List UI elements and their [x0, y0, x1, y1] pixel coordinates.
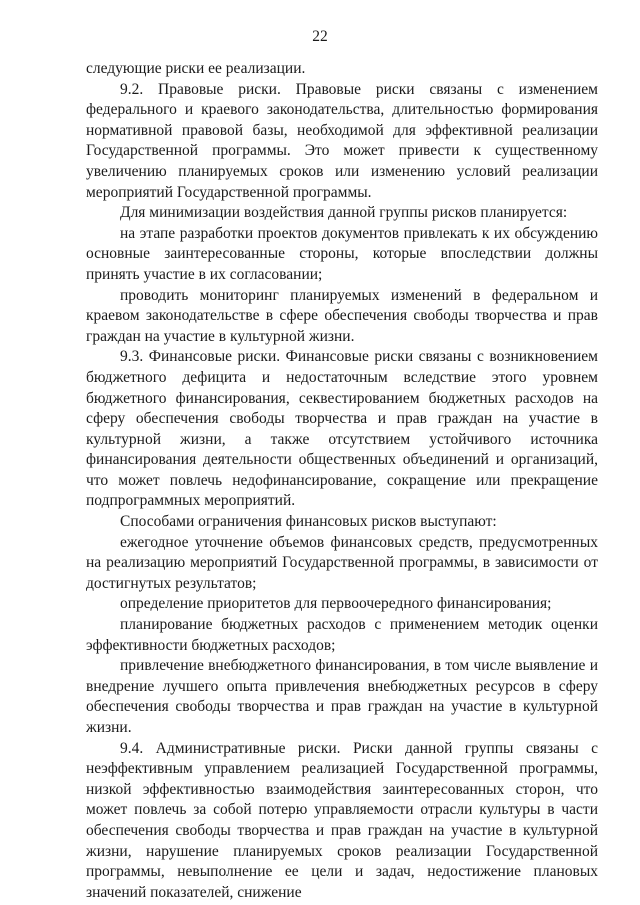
document-body — [86, 59, 598, 903]
paragraph-legal-mitigation-item: проводить мониторинг планируемых изменений в федеральном и краевом законодательстве в сфере обеспечения свободы творчества и прав граждан на участие в культурной жизни. — [86, 286, 598, 345]
page-number: 22 — [312, 28, 328, 45]
paragraph-administrative-risks: 9.4. Административные риски. Риски данной группы связаны с неэффективным управлением реализацией Государственной программы, низкой эффективностью взаимодействия заинтересованных сторон, что может повлечь за собой потерю управляемости отрасли культуры в части обеспечения свободы творчества и прав граждан на участие в культурной жизни, нарушение планируемых сроков реализации Государственной программы, невыполнение ее цели и задач, недостижение плановых значений показателей, снижение — [86, 739, 598, 901]
paragraph-legal-mitigation-item: на этапе разработки проектов документов привлекать к их обсуждению основные заинтересованные стороны, которые впоследствии должны принять участие в их согласовании; — [86, 224, 598, 283]
paragraph-financial-mitigation-item: привлечение внебюджетного финансирования, в том числе выявление и внедрение лучшего опыта привлечения внебюджетных ресурсов в сферу обеспечения свободы творчества и прав граждан на участие в культурной жизни. — [86, 657, 598, 736]
paragraph-legal-risks: 9.2. Правовые риски. Правовые риски связаны с изменением федерального и краевого законодательства, длительностью формирования нормативной правовой базы, необходимой для эффективной реализации Государственной программы. Это может привести к существенному увеличению планируемых сроков или изменению условий реализации мероприятий Государственной программы. — [86, 80, 598, 201]
paragraph-financial-mitigation-intro: Способами ограничения финансовых рисков выступают: — [120, 513, 497, 531]
paragraph-legal-mitigation-intro: Для минимизации воздействия данной группы рисков планируется: — [120, 204, 568, 222]
paragraph-financial-risks: 9.3. Финансовые риски. Финансовые риски связаны с возникновением бюджетного дефицита и недостаточным вследствие этого уровнем бюджетного финансирования, секвестированием бюджетных расходов на сферу обеспечения свободы творчества и прав граждан на участие в культурной жизни, а также отсутствием устойчивого источника финансирования деятельности общественных объединений и организаций, что может повлечь недофинансирование, сокращение или прекращение подпрограммных мероприятий. — [86, 348, 598, 510]
paragraph-financial-mitigation-item: планирование бюджетных расходов с применением методик оценки эффективности бюджетных расходов; — [86, 616, 598, 654]
paragraph-intro-continuation: следующие риски ее реализации. — [86, 60, 306, 77]
paragraph-financial-mitigation-item: ежегодное уточнение объемов финансовых средств, предусмотренных на реализацию мероприятий Государственной программы, в зависимости от достигнутых результатов; — [86, 533, 598, 592]
paragraph-financial-mitigation-item: определение приоритетов для первоочередного финансирования; — [120, 595, 552, 613]
